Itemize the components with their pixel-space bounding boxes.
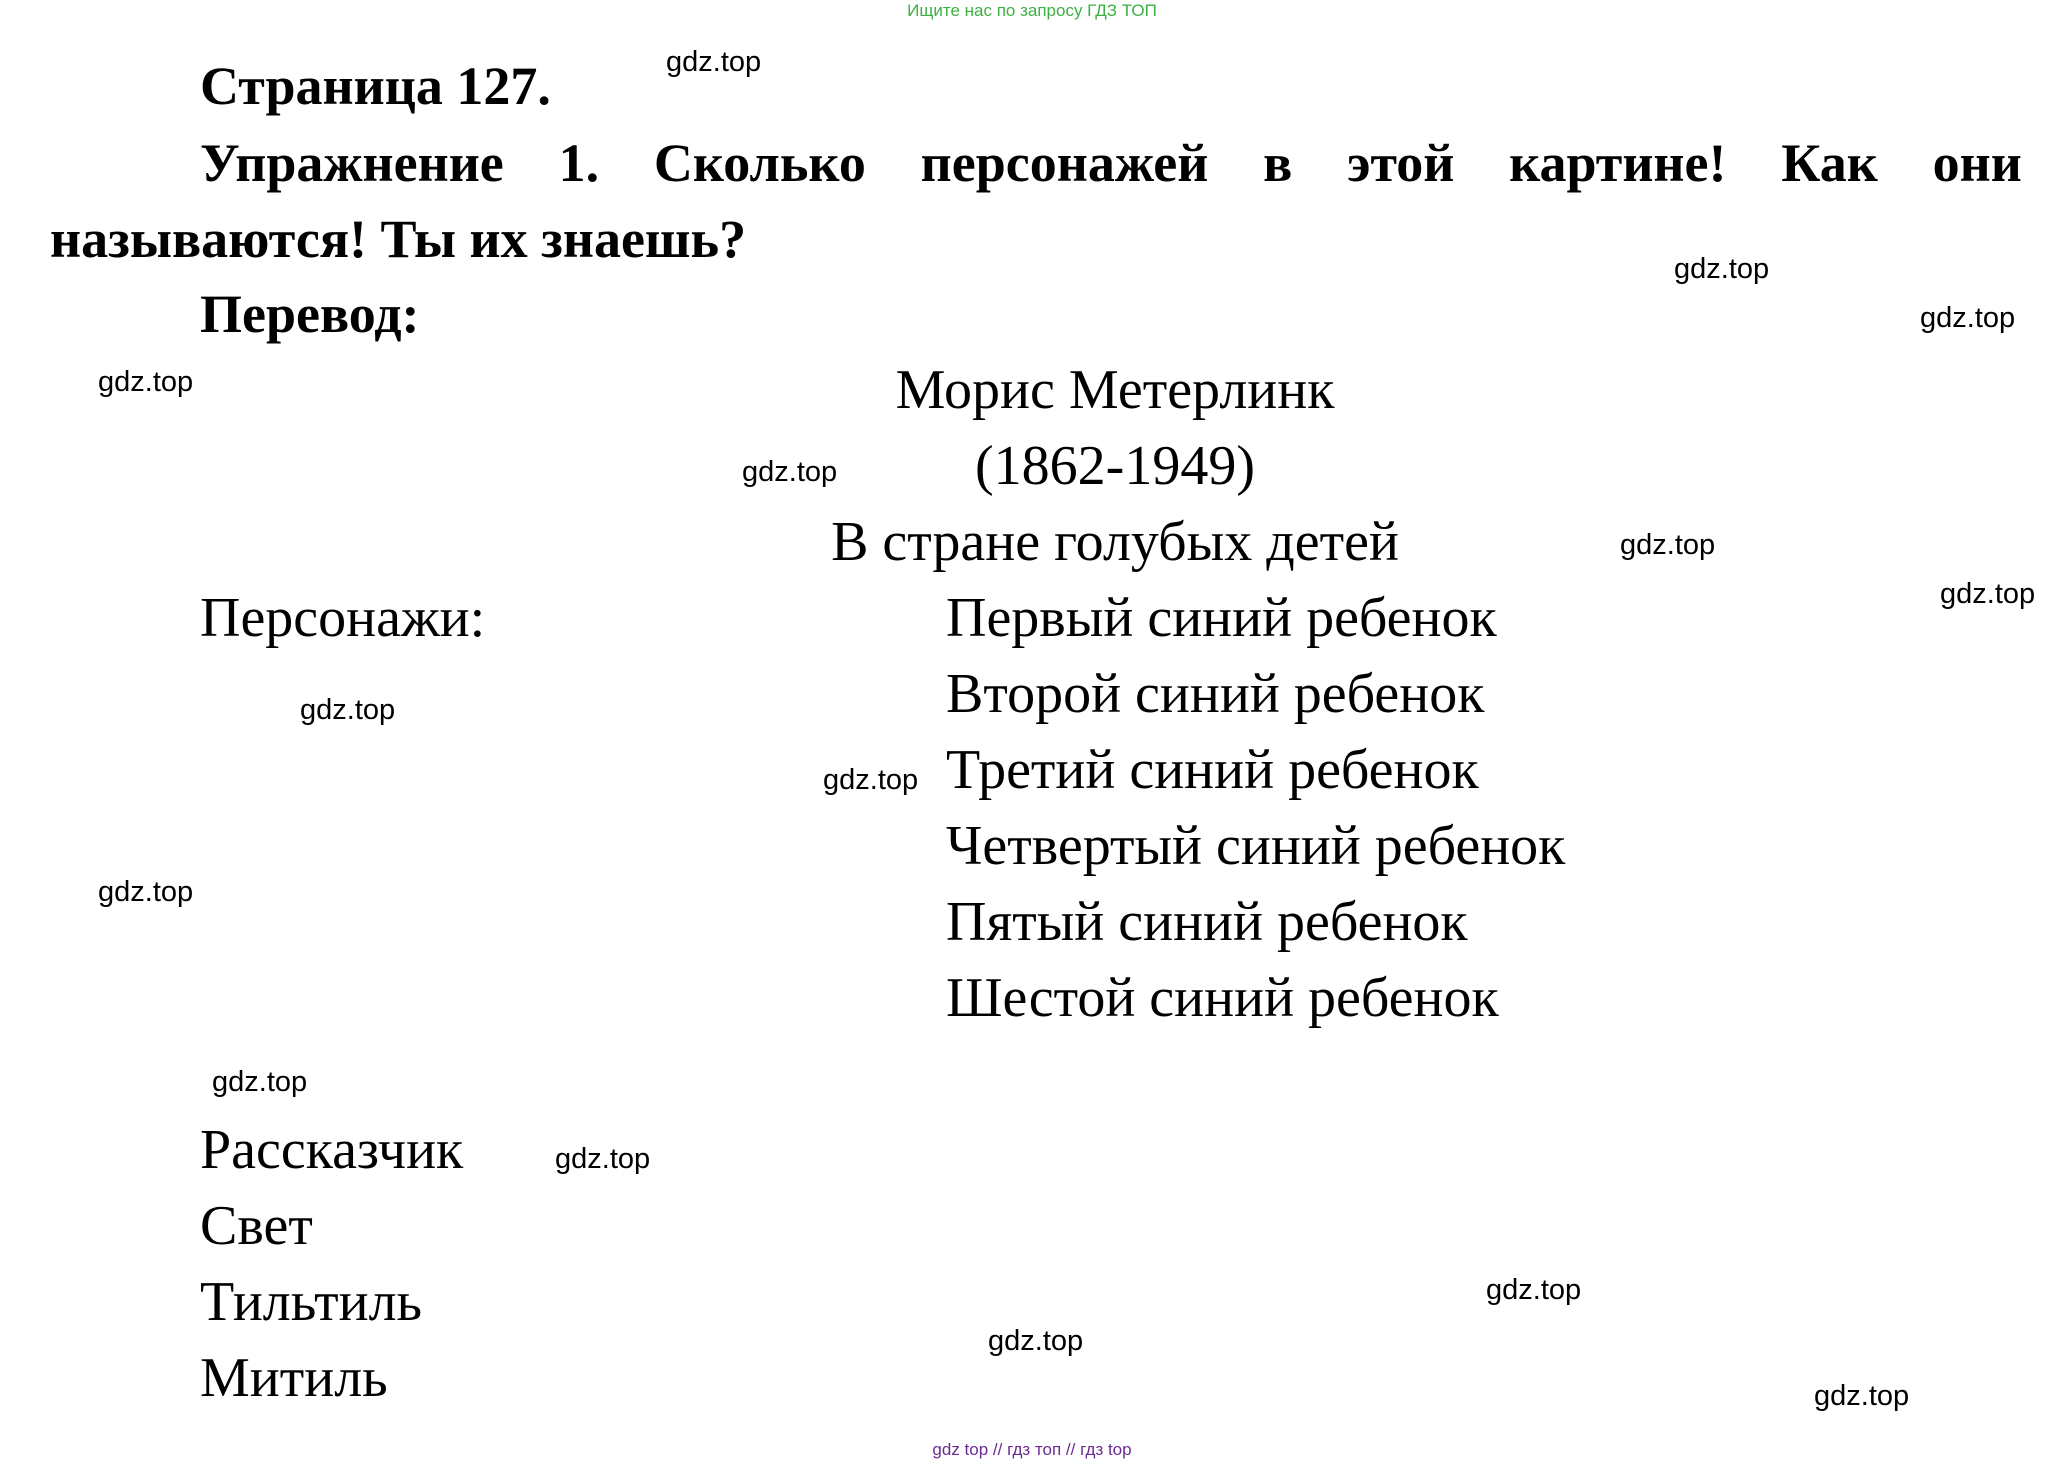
character-tyltyl: Тильтиль [200, 1271, 423, 1333]
watermark: gdz.top [98, 876, 194, 908]
author-name: Морис Метерлинк [895, 359, 1335, 421]
watermark: gdz.top [1940, 578, 2036, 610]
author-years: (1862-1949) [975, 435, 1255, 497]
character-child-2: Второй синий ребенок [946, 663, 1485, 725]
character-child-3: Третий синий ребенок [946, 739, 1479, 801]
watermark: gdz.top [823, 764, 919, 796]
exercise-word: в [1263, 133, 1293, 193]
translation-label: Перевод: [200, 284, 420, 344]
characters-label: Персонажи: [200, 587, 486, 649]
exercise-word: этой [1347, 133, 1455, 193]
character-light: Свет [200, 1195, 313, 1257]
page-title: Страница 127. [200, 56, 551, 116]
watermark: gdz.top [1620, 529, 1716, 561]
exercise-word: картине! [1509, 133, 1727, 193]
watermark: gdz.top [666, 46, 762, 78]
play-title: В стране голубых детей [831, 511, 1399, 573]
exercise-word: персонажей [920, 133, 1209, 193]
character-child-4: Четвертый синий ребенок [946, 815, 1566, 877]
character-narrator: Рассказчик [200, 1119, 464, 1181]
character-child-1: Первый синий ребенок [946, 587, 1497, 649]
watermark: gdz.top [742, 456, 838, 488]
exercise-line-1 [50, 125, 2022, 201]
character-mytyl: Митиль [200, 1347, 388, 1409]
watermark: gdz.top [1814, 1380, 1910, 1412]
watermark: gdz.top [988, 1325, 1084, 1357]
exercise-line-2: называются! Ты их знаешь? [50, 209, 747, 269]
footer-links: gdz top // гдз топ // гдз top [932, 1440, 1132, 1459]
watermark: gdz.top [555, 1143, 651, 1175]
exercise-word: Упражнение [200, 133, 504, 193]
exercise-word: они [1932, 133, 2022, 193]
top-banner: Ищите нас по запросу ГДЗ ТОП [907, 1, 1157, 20]
watermark: gdz.top [98, 366, 194, 398]
watermark: gdz.top [1920, 302, 2016, 334]
character-child-5: Пятый синий ребенок [946, 891, 1468, 953]
watermark: gdz.top [1486, 1274, 1582, 1306]
watermark: gdz.top [212, 1066, 308, 1098]
watermark: gdz.top [300, 694, 396, 726]
exercise-word: 1. [558, 133, 600, 193]
watermark: gdz.top [1674, 253, 1770, 285]
exercise-word: Сколько [653, 133, 866, 193]
character-child-6: Шестой синий ребенок [946, 967, 1499, 1029]
exercise-word: Как [1781, 133, 1878, 193]
